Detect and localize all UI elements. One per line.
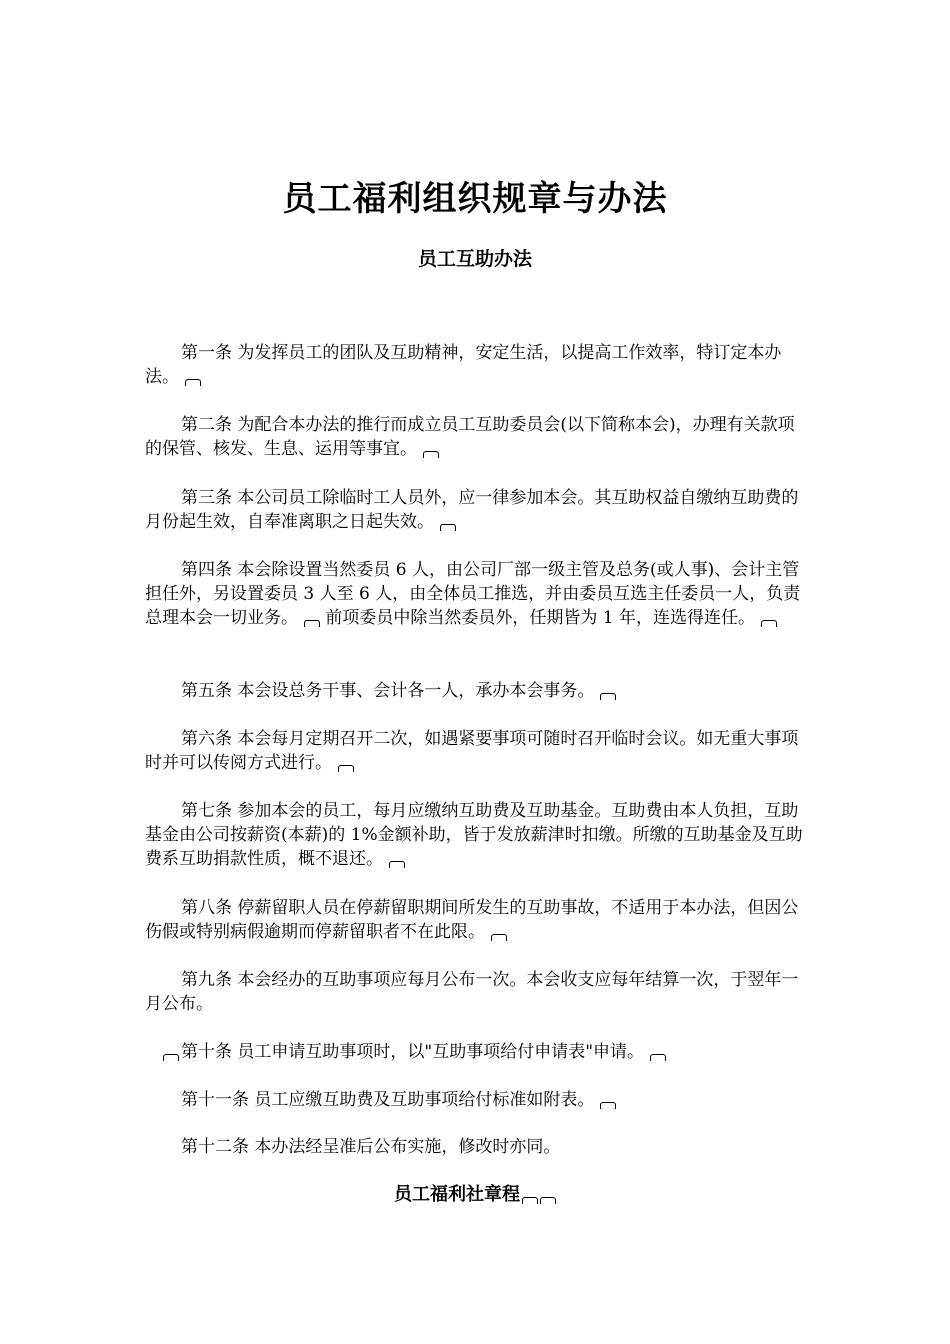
article-text: 为发挥员工的团队及互助精神，安定生活，以提高工作效率，特订定本办法。: [145, 343, 782, 387]
article-7: [145, 799, 810, 871]
article-label: 第八条: [181, 898, 232, 918]
article-10: [145, 1040, 810, 1064]
paragraph-mark-icon: [304, 620, 320, 627]
article-text: 员工应缴互助费及互助事项给付标准如附表。: [254, 1090, 595, 1110]
article-label: 第七条: [181, 801, 232, 821]
document-title: 员工福利组织规章与办法: [282, 179, 668, 219]
paragraph-mark-icon: [423, 451, 439, 458]
article-1: [145, 341, 810, 389]
document-subtitle: 员工互助办法: [417, 248, 532, 270]
article-text: 本会除设置当然委员 6 人，由公司厂部一级主管及总务(或人事)、会计主管担任外，另设置委员 3 人至 6 人，由全体员工推选，并由委员互选主任委员一人，负责总理本会一切业务。: [145, 560, 801, 628]
article-text-continued: 前项委员中除当然委员外，任期皆为 1 年，连选得连任。: [325, 608, 756, 628]
section-heading: [0, 1181, 950, 1209]
article-label: 第九条: [181, 970, 232, 990]
paragraph-mark-icon: [522, 1197, 538, 1204]
article-5: [145, 679, 810, 703]
article-text: 停薪留职人员在停薪留职期间所发生的互助事故，不适用于本办法，但因公伤假或特别病假逾期而停薪留职者不在此限。: [145, 898, 799, 942]
paragraph-mark-icon: [185, 379, 201, 386]
article-label: 第十二条: [181, 1137, 249, 1157]
paragraph-mark-icon: [600, 1102, 616, 1109]
article-text: 本会设总务干事、会计各一人，承办本会事务。: [237, 681, 595, 701]
paragraph-mark-icon: [389, 861, 405, 868]
article-label: 第四条: [181, 560, 232, 580]
article-12: [145, 1135, 810, 1159]
article-2: [145, 413, 810, 461]
article-text: 本会经办的互助事项应每月公布一次。本会收支应每年结算一次，于翌年一月公布。: [145, 970, 799, 1014]
article-4: [145, 558, 810, 630]
article-label: 第一条: [181, 343, 232, 363]
paragraph-mark-icon: [440, 524, 456, 531]
paragraph-mark-icon: [338, 765, 354, 772]
article-text: 员工申请互助事项时，以"互助事项给付申请表"申请。: [237, 1042, 645, 1062]
article-label: 第十一条: [181, 1090, 249, 1110]
article-label: 第二条: [181, 415, 232, 435]
section-heading-text: 员工福利社章程: [394, 1184, 520, 1205]
article-6: [145, 727, 810, 775]
article-text: 为配合本办法的推行而成立员工互助委员会(以下简称本会)，办理有关款项的保管、核发、生息、运用等事宜。: [145, 415, 795, 459]
article-9: [145, 968, 810, 1016]
article-text: 本公司员工除临时工人员外，应一律参加本会。其互助权益自缴纳互助费的月份起生效，自奉准离职之日起失效。: [145, 488, 799, 532]
article-8: [145, 896, 810, 944]
article-11: [145, 1088, 810, 1112]
article-label: 第六条: [181, 729, 232, 749]
article-text: 本办法经呈准后公布实施，修改时亦同。: [254, 1137, 561, 1157]
article-3: [145, 486, 810, 534]
paragraph-mark-icon: [491, 934, 507, 941]
article-text: 本会每月定期召开二次，如遇紧要事项可随时召开临时会议。如无重大事项时并可以传阅方式进行。: [145, 729, 799, 773]
paragraph-mark-icon: [163, 1054, 179, 1061]
paragraph-mark-icon: [761, 620, 777, 627]
article-label: 第十条: [181, 1042, 232, 1062]
paragraph-mark-icon: [650, 1054, 666, 1061]
paragraph-mark-icon: [540, 1197, 556, 1204]
article-label: 第五条: [181, 681, 232, 701]
article-text: 参加本会的员工，每月应缴纳互助费及互助基金。互助费由本人负担，互助基金由公司按薪资(本薪)的 1%金额补助，皆于发放薪津时扣缴。所缴的互助基金及互助费系互助捐款性质，概不退还。: [145, 801, 803, 869]
article-label: 第三条: [181, 488, 232, 508]
paragraph-mark-icon: [600, 693, 616, 700]
